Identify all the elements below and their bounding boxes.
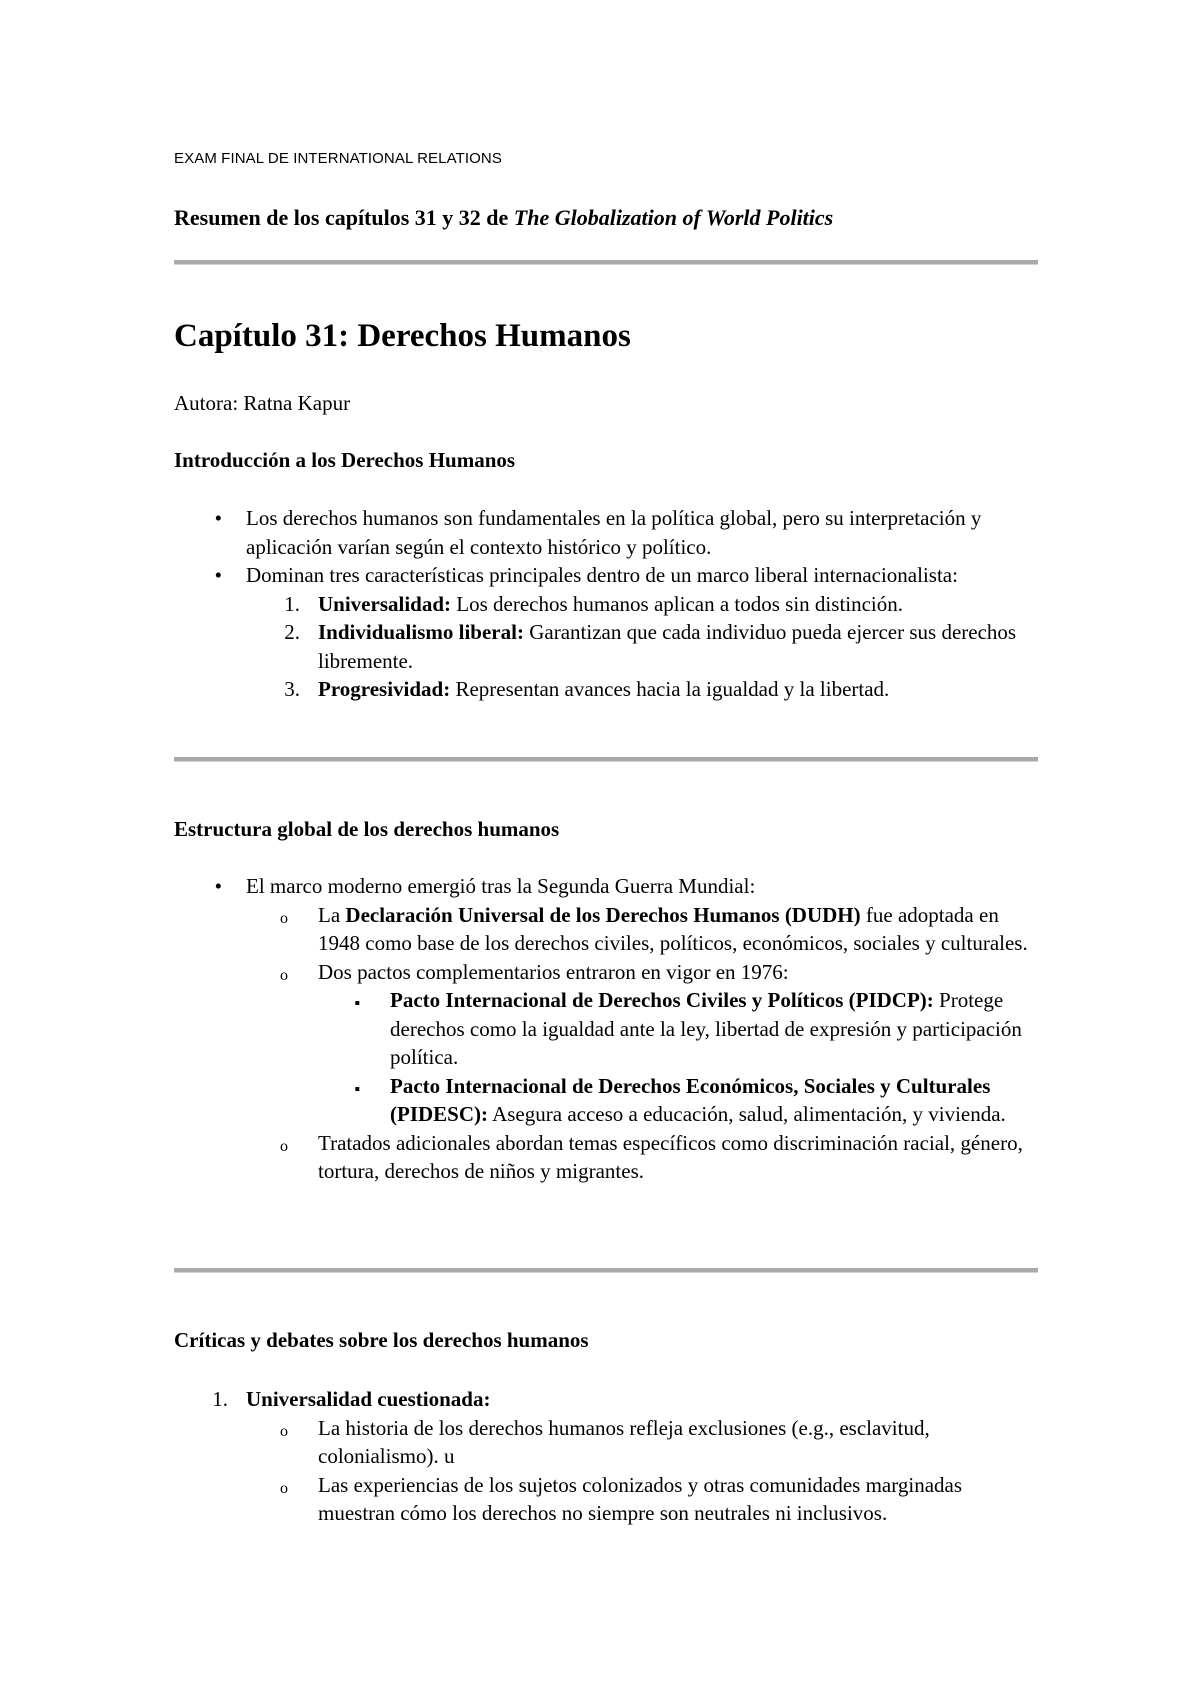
intro-item-2 [318,620,1016,673]
number-marker: 1. [212,1387,228,1411]
item-term: Universalidad: [318,591,452,616]
bullet-marker: • [214,563,222,587]
intro-item-3 [318,677,889,701]
list-item [174,1385,1042,1414]
structure-bullet-1: El marco moderno emergió tras la Segunda Guerra Mundial: [246,874,756,898]
pact-term: Pacto Internacional de Derechos Económicos, Sociales y Culturales (PIDESC): [390,1073,991,1126]
author-line: Autora: Ratna Kapur [174,391,351,415]
pact-term: Pacto Internacional de Derechos Civiles y Políticos (PIDCP): [390,988,934,1012]
structure-list [174,872,1042,1186]
intro-bullet-1: Los derechos humanos son fundamentales en la política global, pero su interpretación y aplicación varían según el contexto histórico y político. [246,506,982,559]
list-item [174,561,1042,590]
pact-text: Asegura acceso a educación, salud, alimentación, y vivienda. [488,1102,1006,1126]
pact-2 [390,1074,1006,1127]
critique-item-1: Universalidad cuestionada: [246,1387,491,1411]
chapter-title: Capítulo 31: Derechos Humanos [174,318,631,354]
sub-text-post: fue adoptada en 1948 como base de los derechos civiles, políticos, económicos, sociales y culturales. [318,902,1028,955]
list-item [174,986,1042,1072]
item-term: Individualismo liberal: [318,620,524,644]
intro-bullet-2: Dominan tres características principales dentro de un marco liberal internacionalista: [246,563,958,587]
list-item [174,958,1042,987]
structure-heading: Estructura global de los derechos humanos [174,817,560,841]
list-item [174,901,1042,958]
critiques-heading: Críticas y debates sobre los derechos humanos [174,1328,589,1352]
circle-marker: o [280,1479,288,1497]
circle-marker: o [280,1422,288,1440]
horizontal-rule [174,1268,1038,1273]
intro-heading: Introducción a los Derechos Humanos [174,448,516,472]
bullet-marker: • [214,874,222,898]
structure-sub-2: Dos pactos complementarios entraron en vigor en 1976: [318,959,789,984]
list-item [174,590,1042,619]
item-text: Los derechos humanos aplican a todos sin distinción. [451,591,904,616]
subtitle-prefix: Resumen de los capítulos 31 y 32 de [174,205,514,230]
document-subtitle [174,205,833,231]
sub-text-pre: La [318,902,346,927]
bullet-marker: • [214,506,222,530]
critiques-list [174,1385,1042,1528]
circle-marker: o [280,909,288,927]
book-title: The Globalization of World Politics [513,205,834,230]
item-text: Garantizan que cada individuo pueda ejercer sus derechos libremente. [318,620,1017,673]
item-text: Representan avances hacia la igualdad y la libertad. [450,677,890,701]
circle-marker: o [280,1137,288,1155]
square-marker: ▪ [354,1080,360,1098]
square-marker: ▪ [354,995,360,1012]
list-item [174,1414,1042,1471]
structure-sub-3: Tratados adicionales abordan temas específicos como discriminación racial, género, tortura, derechos de niños y migrantes. [318,1130,1023,1183]
list-item [174,1129,1042,1186]
critique-sub-2: Las experiencias de los sujetos colonizados y otras comunidades marginadas muestran cómo los derechos no siempre son neutrales ni inclusivos. [318,1472,963,1525]
number-marker: 1. [284,591,300,616]
list-item [174,675,1042,704]
dudh-term: Declaración Universal de los Derechos Humanos (DUDH) [345,902,861,927]
list-item [174,1471,1042,1528]
list-item [174,1072,1042,1129]
horizontal-rule [174,757,1038,762]
list-item [174,872,1042,901]
intro-item-1 [318,592,903,616]
pact-1 [390,988,1022,1069]
number-marker: 3. [284,677,300,701]
structure-sub-1 [318,903,1028,956]
exam-header: EXAM FINAL DE INTERNATIONAL RELATIONS [174,150,502,167]
pact-text: Protege derechos como la igualdad ante la ley, libertad de expresión y participación política. [390,988,1022,1069]
item-term: Progresividad: [318,677,451,701]
intro-list [174,504,1042,704]
critique-sub-1: La historia de los derechos humanos refleja exclusiones (e.g., esclavitud, colonialismo). u [318,1415,930,1468]
horizontal-rule [174,260,1038,265]
number-marker: 2. [284,620,300,644]
circle-marker: o [280,966,288,984]
list-item [174,504,1042,561]
list-item [174,618,1042,675]
